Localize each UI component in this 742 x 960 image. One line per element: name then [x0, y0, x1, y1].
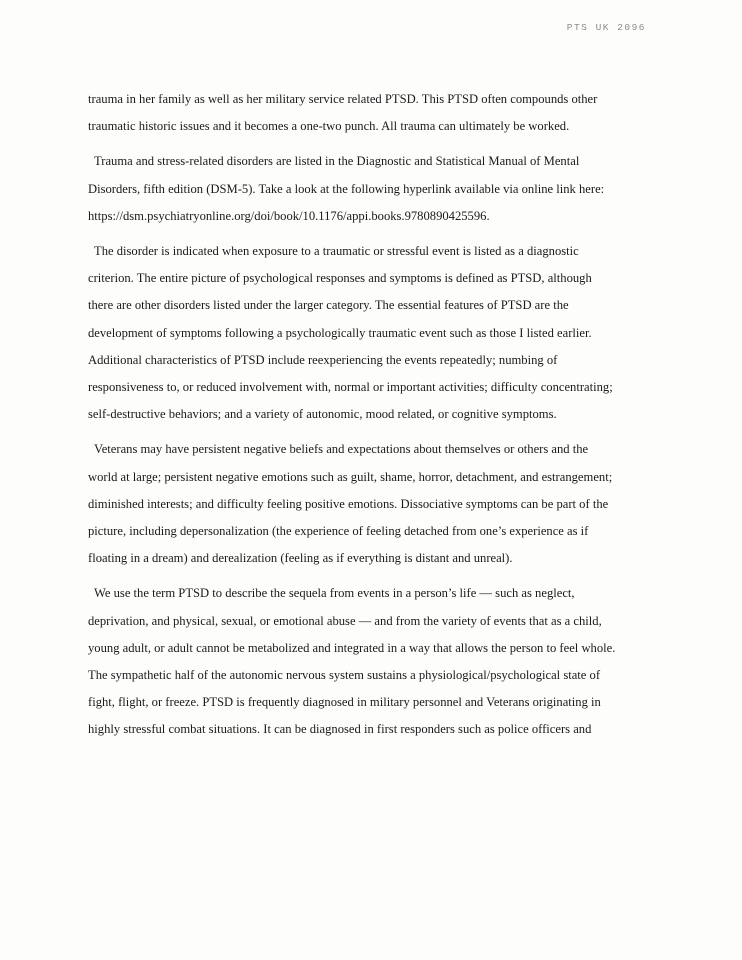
paragraph-4: Veterans may have persistent negative beliefs and expectations about themselves or others and the world at large; persistent negative emotions such as guilt, shame, horror, detachment, and estrangement; diminished interests; and difficulty feeling positive emotions. Dissociative symptoms can be part of the picture, including depersonalization (the experience of feeling detached from one’s experience as if floating in a dream) and derealization (feeling as if everything is distant and unreal). — [88, 442, 613, 566]
paragraph-1: trauma in her family as well as her military service related PTSD. This PTSD often compounds other traumatic historic issues and it becomes a one-two punch. All trauma can ultimately be worked. — [88, 92, 598, 134]
paragraph-2: Trauma and stress-related disorders are listed in the Diagnostic and Statistical Manual of Mental Disorders, fifth edition (DSM-5). Take a look at the following hyperlink available via online link here: https://dsm.psychiatryonline.org/doi/book/10.1176/appi.books.9780890425596. — [88, 154, 605, 223]
document-body — [88, 86, 618, 752]
page-header-mark: PTS UK 2096 — [566, 22, 646, 33]
paragraph-5: We use the term PTSD to describe the sequela from events in a person’s life — such as neglect, deprivation, and physical, sexual, or emotional abuse — and from the variety of events that as a child, young adult, or adult cannot be metabolized and integrated in a way that allows the person to feel whole. The sympathetic half of the autonomic nervous system sustains a physiological/psychological state of fight, flight, or freeze. PTSD is frequently diagnosed in military personnel and Veterans originating in highly stressful combat situations. It can be diagnosed in first responders such as police officers and — [88, 586, 616, 737]
paragraph-3: The disorder is indicated when exposure to a traumatic or stressful event is listed as a diagnostic criterion. The entire picture of psychological responses and symptoms is defined as PTSD, although there are other disorders listed under the larger category. The essential features of PTSD are the development of symptoms following a psychologically traumatic event such as those I listed earlier. Additional characteristics of PTSD include reexperiencing the events repeatedly; numbing of responsiveness to, or reduced involvement with, normal or important activities; difficulty concentrating; self-destructive behaviors; and a variety of autonomic, mood related, or cognitive symptoms. — [88, 244, 613, 422]
